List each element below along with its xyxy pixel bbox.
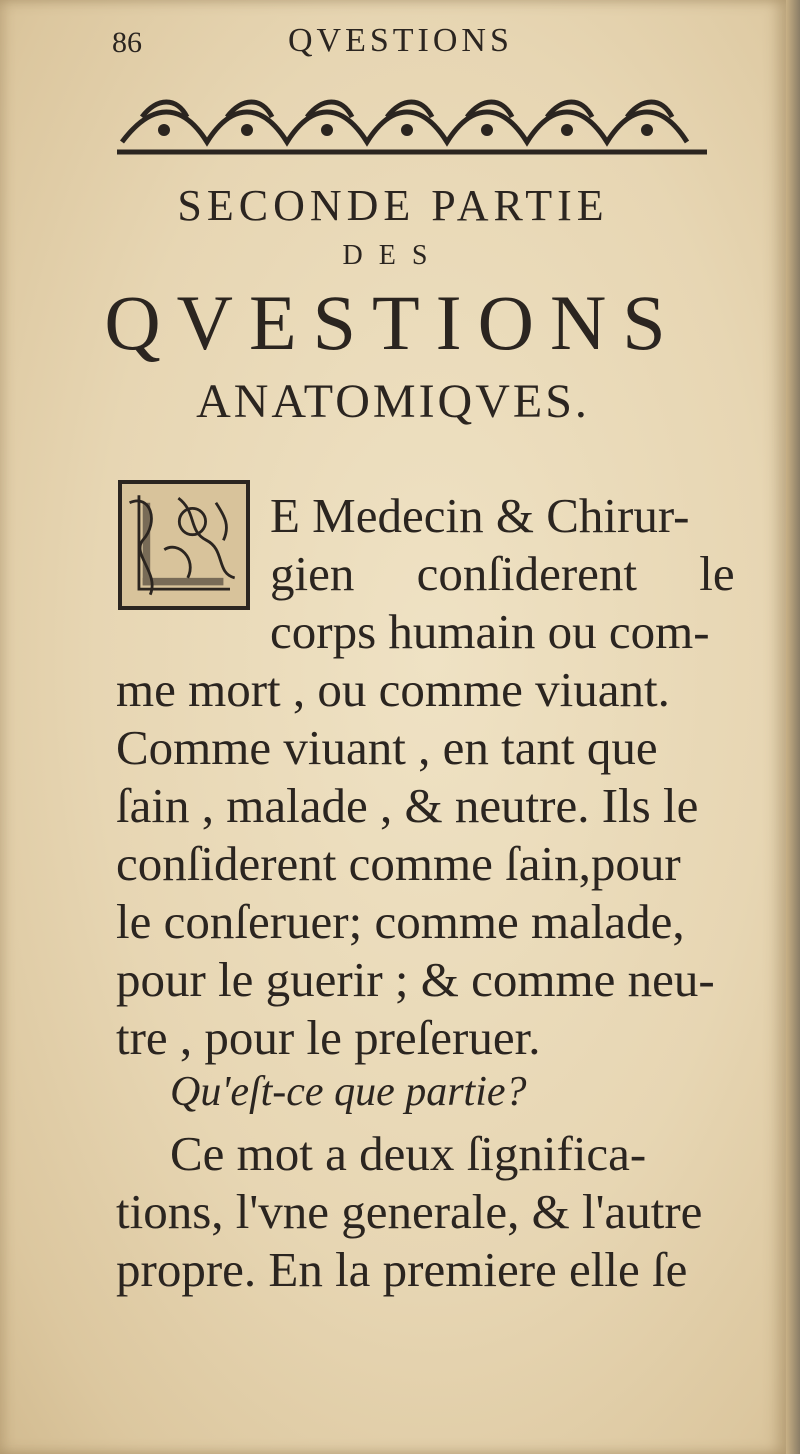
page-edge xyxy=(786,0,800,1454)
body-line: pour le guerir ; & comme neu- xyxy=(116,952,715,1007)
body-line: corps humain ou com- xyxy=(270,604,710,659)
running-head: QVESTIONS xyxy=(288,22,513,59)
answer-line: propre. En la premiere elle ſe xyxy=(116,1242,688,1297)
body-line: Comme viuant , en tant que xyxy=(116,720,658,775)
body-line: E Medecin & Chirur- xyxy=(270,488,690,543)
body-line: ſain , malade , & neutre. Ils le xyxy=(116,778,699,833)
question-heading: Qu'eſt-ce que partie? xyxy=(170,1069,527,1115)
decorated-initial-L-icon xyxy=(118,480,250,610)
answer-line: tions, l'vne generale, & l'autre xyxy=(116,1184,703,1239)
body-line: gien conſiderent le xyxy=(270,546,735,601)
title-des: DES xyxy=(342,240,444,271)
title-anatomiques: ANATOMIQVES. xyxy=(196,375,590,428)
page-number: 86 xyxy=(112,26,142,59)
body-line: conſiderent comme ſain,pour xyxy=(116,836,681,891)
body-line: me mort , ou comme viuant. xyxy=(116,662,670,717)
title-questions: QVESTIONS xyxy=(104,279,682,366)
section-title: SECONDE PARTIE xyxy=(177,181,609,230)
answer-line: Ce mot a deux ſignifica- xyxy=(170,1126,647,1181)
fleuron-border-icon xyxy=(112,92,712,158)
body-line: le conſeruer; comme malade, xyxy=(116,894,685,949)
body-line: tre , pour le preſeruer. xyxy=(116,1010,541,1065)
